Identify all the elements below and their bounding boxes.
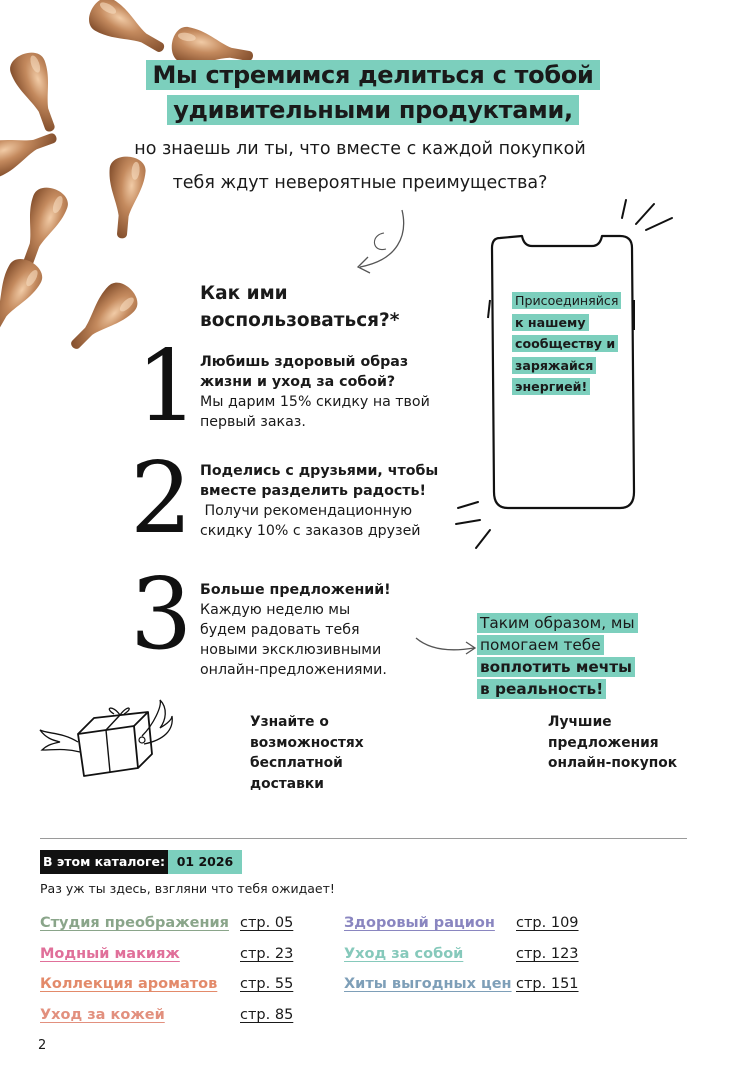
step-3-text-2: будем радовать тебя	[200, 622, 360, 638]
how-to-use-heading	[200, 280, 399, 334]
step-3-bold-1: Больше предложений!	[200, 582, 391, 598]
catalog-link-studio[interactable]: Студия преображения	[40, 915, 229, 931]
phone-text-line-4: заряжайся	[512, 357, 596, 374]
step-3-text-3: новыми эксклюзивными	[200, 642, 382, 658]
catalog-link-deals[interactable]: Хиты выгодных цен	[344, 976, 512, 992]
conclusion-text	[477, 612, 638, 700]
phone-text-line-2: к нашему	[512, 314, 589, 331]
conclusion-line-1: Таким образом, мы	[477, 613, 638, 633]
promo-delivery-line-2: возможностях	[250, 734, 364, 751]
section-divider	[40, 838, 687, 839]
right-arrow-icon	[414, 632, 484, 662]
step-1-text-2: первый заказ.	[200, 414, 306, 430]
catalog-page-skincare[interactable]: стр. 85	[240, 1007, 294, 1023]
catalog-page-deals[interactable]: стр. 151	[516, 976, 579, 992]
conclusion-line-2: помогаем тебе	[477, 635, 604, 655]
promo-delivery-line-1: Узнайте о	[250, 714, 329, 730]
step-1-text-1: Мы дарим 15% скидку на твой	[200, 394, 430, 410]
step-2-text-2: скидку 10% с заказов друзей	[200, 523, 421, 539]
subheadline-line-2: тебя ждут невероятные преимущества?	[172, 173, 548, 193]
capsule-shape	[60, 277, 143, 360]
capsule-shape	[83, 0, 172, 65]
catalog-page-makeup[interactable]: стр. 23	[240, 946, 294, 962]
page-number: 2	[38, 1038, 47, 1053]
subheadline-line-1: но знаешь ли ты, что вместе с каждой покупкой	[134, 139, 586, 159]
flying-gift-box-icon	[36, 696, 176, 786]
step-3	[200, 580, 391, 680]
step-2	[200, 461, 438, 541]
step-1	[200, 352, 430, 432]
phone-text-line-5: энергией!	[512, 378, 590, 395]
catalog-label: В этом каталоге:	[40, 850, 168, 874]
catalog-link-fragrance[interactable]: Коллекция ароматов	[40, 976, 218, 992]
phone-text	[512, 290, 621, 398]
conclusion-line-4: в реальность!	[477, 679, 606, 699]
how-to-use-line-1: Как ими	[200, 283, 288, 304]
catalog-link-makeup[interactable]: Модный макияж	[40, 946, 180, 962]
curved-arrow-icon	[350, 205, 430, 285]
step-1-bold-2: жизни и уход за собой?	[200, 374, 396, 390]
step-2-number: 2	[130, 442, 193, 556]
promo-delivery-line-3: бесплатной	[250, 755, 343, 771]
catalog-link-selfcare[interactable]: Уход за собой	[344, 946, 464, 962]
step-1-number: 1	[136, 330, 199, 444]
step-3-number: 3	[130, 558, 193, 672]
step-2-bold-2: вместе разделить радость!	[200, 483, 426, 499]
catalog-page-selfcare[interactable]: стр. 123	[516, 946, 579, 962]
catalog-link-nutrition[interactable]: Здоровый рацион	[344, 915, 495, 931]
catalog-page-studio[interactable]: стр. 05	[240, 915, 294, 931]
phone-text-line-3: сообществу и	[512, 335, 618, 352]
promo-online-offers[interactable]	[548, 712, 677, 774]
catalog-page-fragrance[interactable]: стр. 55	[240, 976, 294, 992]
catalog-page-nutrition[interactable]: стр. 109	[516, 915, 579, 931]
headline-line-2: удивительными продуктами,	[167, 95, 579, 125]
promo-delivery-line-4: доставки	[250, 775, 324, 792]
catalog-link-skincare[interactable]: Уход за кожей	[40, 1007, 165, 1023]
step-3-text-1: Каждую неделю мы	[200, 602, 351, 618]
promo-online-line-3: онлайн-покупок	[548, 755, 678, 771]
conclusion-line-3: воплотить мечты	[477, 657, 635, 677]
catalog-intro: Раз уж ты здесь, взгляни что тебя ожидает!	[40, 881, 335, 896]
headline	[0, 58, 746, 128]
promo-free-delivery[interactable]	[250, 712, 364, 794]
step-2-bold-1: Поделись с друзьями, чтобы	[200, 463, 439, 479]
step-3-text-4: онлайн-предложениями.	[200, 662, 387, 678]
how-to-use-line-2: воспользоваться?*	[200, 310, 400, 331]
step-2-text-1: Получи рекомендационную	[200, 503, 413, 519]
phone-text-line-1: Присоединяйся	[512, 292, 621, 309]
capsule-shape	[0, 253, 47, 342]
headline-line-1: Мы стремимся делиться с тобой	[146, 60, 599, 90]
catalog-issue: 01 2026	[168, 850, 242, 874]
promo-online-line-2: предложения	[548, 734, 659, 751]
promo-online-line-1: Лучшие	[548, 714, 612, 730]
step-1-bold-1: Любишь здоровый образ	[200, 354, 409, 370]
